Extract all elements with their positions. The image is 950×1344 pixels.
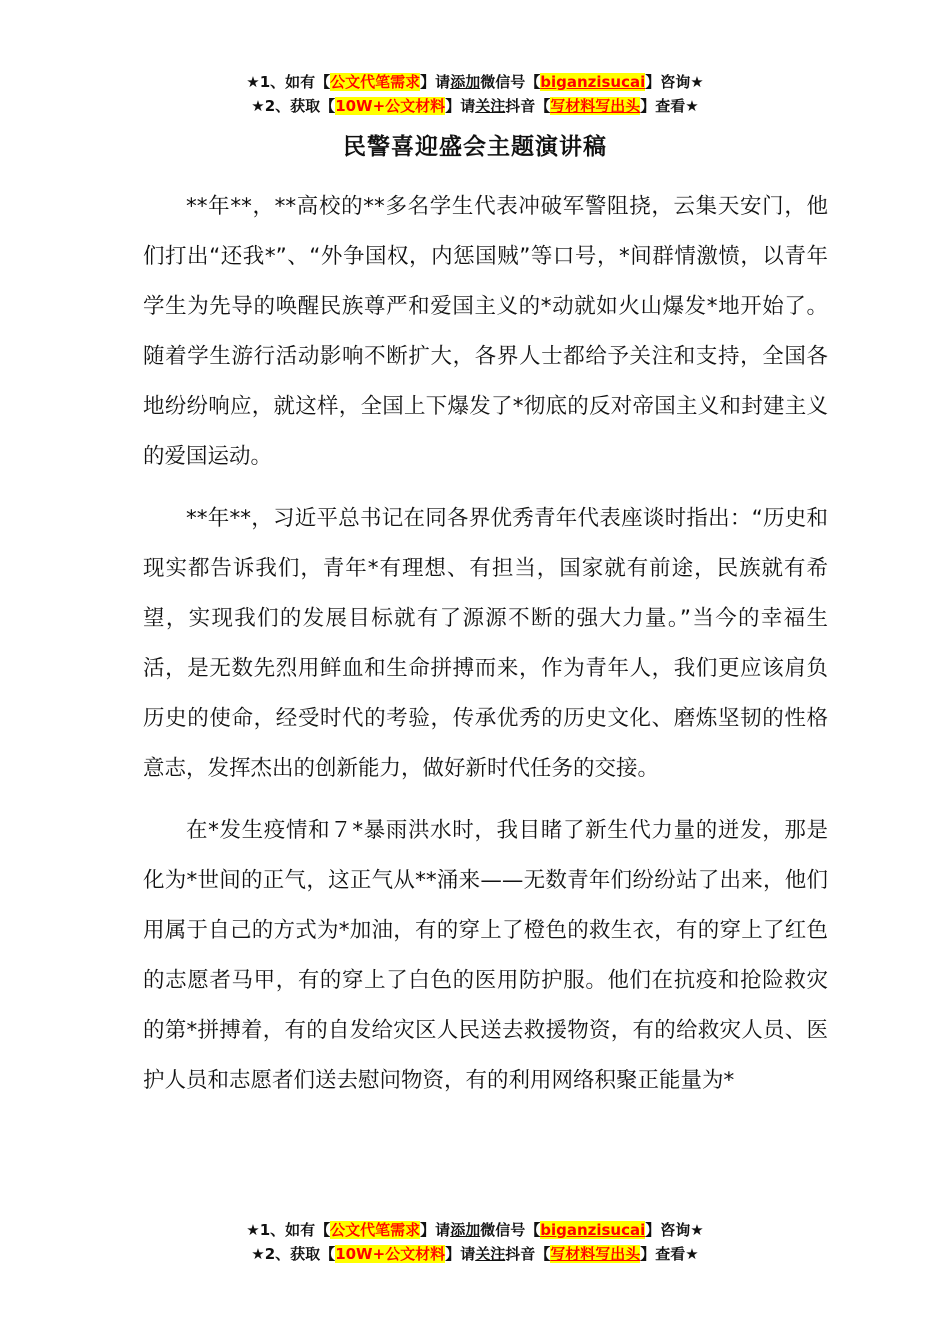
promo-line-1-wechat-id: biganzisucai bbox=[540, 73, 646, 91]
promo-footer-line-2-highlight: 10W+公文材料 bbox=[335, 1245, 446, 1263]
promo-line-1-suffix: 】咨询★ bbox=[645, 73, 704, 91]
promo-line-2-douyin-id: 写材料写出头 bbox=[550, 97, 641, 115]
promo-footer-line-2-douyin-id: 写材料写出头 bbox=[550, 1245, 641, 1263]
promo-line-2 bbox=[0, 94, 950, 118]
promo-line-2-mid1: 】请 bbox=[445, 97, 476, 115]
promo-footer-line-1-wechat-id: biganzisucai bbox=[540, 1221, 646, 1239]
promo-footer-line-2-suffix: 】查看★ bbox=[640, 1245, 699, 1263]
promo-line-2-mid2: 抖音【 bbox=[505, 97, 551, 115]
promo-footer-line-1-mid2: 微信号【 bbox=[480, 1221, 541, 1239]
promo-footer-line-2 bbox=[0, 1242, 950, 1266]
promo-line-1-mid2: 微信号【 bbox=[480, 73, 541, 91]
document-title: 民警喜迎盛会主题演讲稿 bbox=[343, 134, 607, 160]
promo-footer-line-2-emph: 关注 bbox=[475, 1245, 506, 1263]
promo-footer-line-1-mid1: 】请 bbox=[420, 1221, 451, 1239]
promo-line-2-prefix: ★2、获取【 bbox=[251, 97, 336, 115]
body-paragraph-2: **年**，习近平总书记在同各界优秀青年代表座谈时指出：“历史和现实都告诉我们，青年*有理想、有担当，国家就有前途，民族就有希望，实现我们的发展目标就有了源源不断的强大力量。”当今的幸福生活，是无数先烈用鲜血和生命拼搏而来，作为青年人，我们更应该肩负历史的使命，经受时代的考验，传承优秀的历史文化、磨炼坚韧的性格意志，发挥杰出的创新能力，做好新时代任务的交接。 bbox=[143, 506, 828, 781]
promo-footer-line-2-mid1: 】请 bbox=[445, 1245, 476, 1263]
promo-footer-line-1 bbox=[0, 1218, 950, 1242]
promo-line-2-suffix: 】查看★ bbox=[640, 97, 699, 115]
promo-line-1-highlight: 公文代笔需求 bbox=[330, 73, 421, 91]
body-paragraph-1: **年**，**高校的**多名学生代表冲破军警阻挠，云集天安门，他们打出“还我*”、“外争国权，内惩国贼”等口号，*间群情激愤，以青年学生为先导的唤醒民族尊严和爱国主义的*动就如火山爆发*地开始了。随着学生游行活动影响不断扩大，各界人士都给予关注和支持，全国各地纷纷响应，就这样，全国上下爆发了*彻底的反对帝国主义和封建主义的爱国运动。 bbox=[143, 194, 828, 469]
promo-footer-line-1-suffix: 】咨询★ bbox=[645, 1221, 704, 1239]
promo-footer-line-1-emph: 添加 bbox=[450, 1221, 481, 1239]
body-paragraph-3: 在*发生疫情和７*暴雨洪水时，我目睹了新生代力量的迸发，那是化为*世间的正气，这正气从**涌来——无数青年们纷纷站了出来，他们用属于自己的方式为*加油，有的穿上了橙色的救生衣，有的穿上了红色的志愿者马甲，有的穿上了白色的医用防护服。他们在抗疫和抢险救灾的第*拼搏着，有的自发给灾区人民送去救援物资，有的给救灾人员、医护人员和志愿者们送去慰问物资，有的利用网络积聚正能量为* bbox=[143, 818, 828, 1093]
promo-footer-line-2-mid2: 抖音【 bbox=[505, 1245, 551, 1263]
promo-footer-line-1-prefix: ★1、如有【 bbox=[246, 1221, 331, 1239]
promo-footer-line-1-highlight: 公文代笔需求 bbox=[330, 1221, 421, 1239]
promo-line-2-emph: 关注 bbox=[475, 97, 506, 115]
promo-footer bbox=[0, 1218, 950, 1266]
promo-line-1-prefix: ★1、如有【 bbox=[246, 73, 331, 91]
promo-header bbox=[0, 70, 950, 118]
promo-line-1-mid1: 】请 bbox=[420, 73, 451, 91]
promo-line-2-highlight: 10W+公文材料 bbox=[335, 97, 446, 115]
document-body bbox=[143, 182, 828, 1118]
promo-footer-line-2-prefix: ★2、获取【 bbox=[251, 1245, 336, 1263]
promo-line-1-emph: 添加 bbox=[450, 73, 481, 91]
promo-line-1 bbox=[0, 70, 950, 94]
